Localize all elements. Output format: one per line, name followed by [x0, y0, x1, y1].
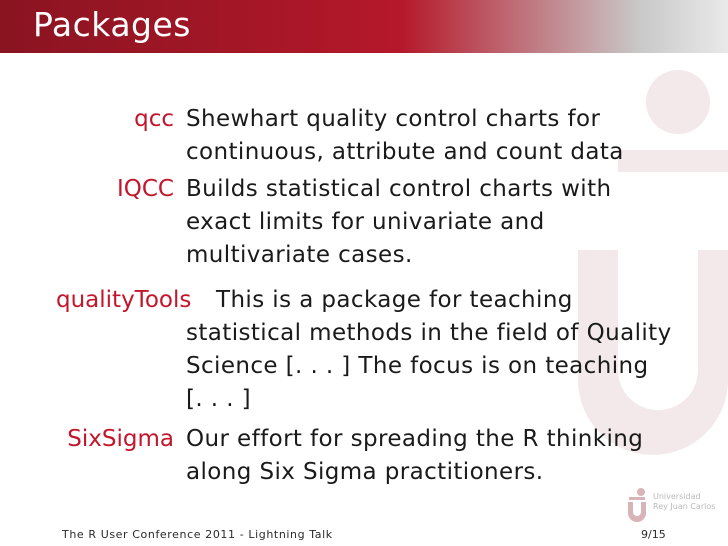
university-logo-icon [626, 488, 648, 522]
page-number: 9/15 [641, 528, 666, 541]
footer-conference-label: The R User Conference 2011 - Lightning Talk [62, 528, 333, 541]
description-line: exact limits for univariate and [186, 209, 545, 235]
university-name-line: Rey Juan Carlos [653, 502, 716, 511]
description-line: Science [. . . ] The focus is on teaching [186, 353, 649, 379]
description-line: Shewhart quality control charts for [186, 106, 601, 132]
description-line: continuous, attribute and count data [186, 139, 624, 165]
description-line: multivariate cases. [186, 242, 413, 268]
package-description [186, 103, 686, 169]
title-bar [0, 0, 728, 53]
package-description [186, 173, 686, 272]
description-line: [. . . ] [186, 386, 252, 412]
package-description [186, 284, 686, 416]
description-line: Our effort for spreading the R thinking [186, 426, 644, 452]
slide-title: Packages [33, 5, 191, 44]
footer [0, 526, 728, 546]
university-logo [626, 488, 726, 524]
package-description [186, 423, 686, 489]
description-line: Builds statistical control charts with [186, 176, 612, 202]
package-name: qcc [134, 106, 174, 132]
description-line: along Six Sigma practitioners. [186, 459, 544, 485]
description-line: This is a package for teaching [216, 287, 573, 313]
university-name-line: Universidad [653, 492, 701, 501]
package-name: IQCC [116, 176, 174, 202]
package-name: qualityTools [56, 287, 192, 313]
university-name [653, 492, 715, 512]
package-name: SixSigma [67, 426, 174, 452]
description-line: statistical methods in the field of Quality [186, 320, 672, 346]
